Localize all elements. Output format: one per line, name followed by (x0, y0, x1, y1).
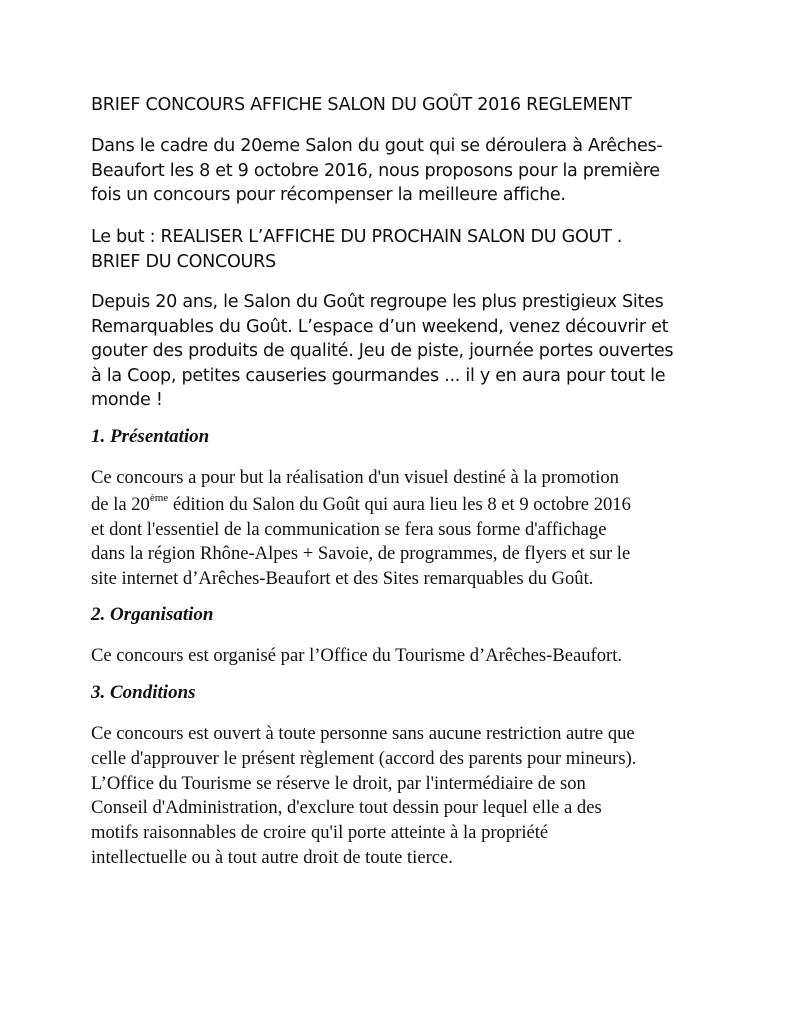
text-line: fois un concours pour récompenser la meilleure affiche. (91, 185, 566, 205)
section-heading-conditions: 3. Conditions (91, 682, 196, 703)
title-line: BRIEF CONCOURS AFFICHE SALON DU GOÛT 2016 REGLEMENT (91, 95, 632, 115)
section-heading-organisation: 2. Organisation (91, 604, 214, 625)
text-line: et dont l'essentiel de la communication se fera sous forme d'affichage (91, 518, 607, 540)
text-line: Ce concours a pour but la réalisation d'un visuel destiné à la promotion (91, 467, 619, 488)
text-line: Beaufort les 8 et 9 octobre 2016, nous proposons pour la première (91, 160, 660, 181)
text-line: Le but : REALISER L’AFFICHE DU PROCHAIN SALON DU GOUT . (91, 227, 623, 247)
text-line: dans la région Rhône-Alpes + Savoie, de programmes, de flyers et sur le (91, 543, 631, 565)
conditions-paragraph (91, 722, 731, 871)
document-title (91, 93, 731, 118)
text-line: Remarquables du Goût. L’espace d’un weekend, venez découvrir et (91, 316, 669, 337)
text-line: à la Coop, petites causeries gourmandes ... il y en aura pour tout le (91, 365, 666, 386)
text-line: site internet d’Arêches-Beaufort et des Sites remarquables du Goût. (91, 568, 594, 590)
text-line: gouter des produits de qualité. Jeu de piste, journée portes ouvertes (91, 341, 674, 361)
text-line: L’Office du Tourisme se réserve le droit, par l'intermédiaire de son (91, 772, 586, 794)
text-segment: édition du Salon du Goût qui aura lieu les 8 et 9 octobre 2016 (168, 493, 631, 515)
presentation-paragraph (91, 466, 731, 592)
text-line: Ce concours est ouvert à toute personne sans aucune restriction autre que (91, 723, 635, 744)
text-line: Conseil d'Administration, d'exclure tout dessin pour lequel elle a des (91, 797, 602, 819)
text-segment: de la 20 (91, 493, 150, 515)
text-line: motifs raisonnables de croire qu'il porte atteinte à la propriété (91, 822, 549, 844)
superscript: ème (149, 491, 169, 504)
text-line: Depuis 20 ans, le Salon du Goût regroupe les plus prestigieux Sites (91, 292, 664, 312)
text-line: celle d'approuver le présent règlement (accord des parents pour mineurs). (91, 747, 637, 769)
text-line: intellectuelle ou à tout autre droit de toute tierce. (91, 846, 453, 868)
text-line: BRIEF DU CONCOURS (91, 251, 276, 272)
intro-paragraph (91, 134, 731, 208)
text-line-with-superscript (91, 493, 731, 518)
brief-paragraph (91, 290, 731, 413)
text-line: monde ! (91, 390, 163, 410)
goal-paragraph (91, 225, 731, 274)
organisation-paragraph (91, 644, 731, 669)
section-heading-presentation: 1. Présentation (91, 426, 210, 447)
text-line: Ce concours est organisé par l’Office du Tourisme d’Arêches-Beaufort. (91, 645, 623, 666)
text-line: Dans le cadre du 20eme Salon du gout qui se déroulera à Arêches- (91, 136, 663, 156)
